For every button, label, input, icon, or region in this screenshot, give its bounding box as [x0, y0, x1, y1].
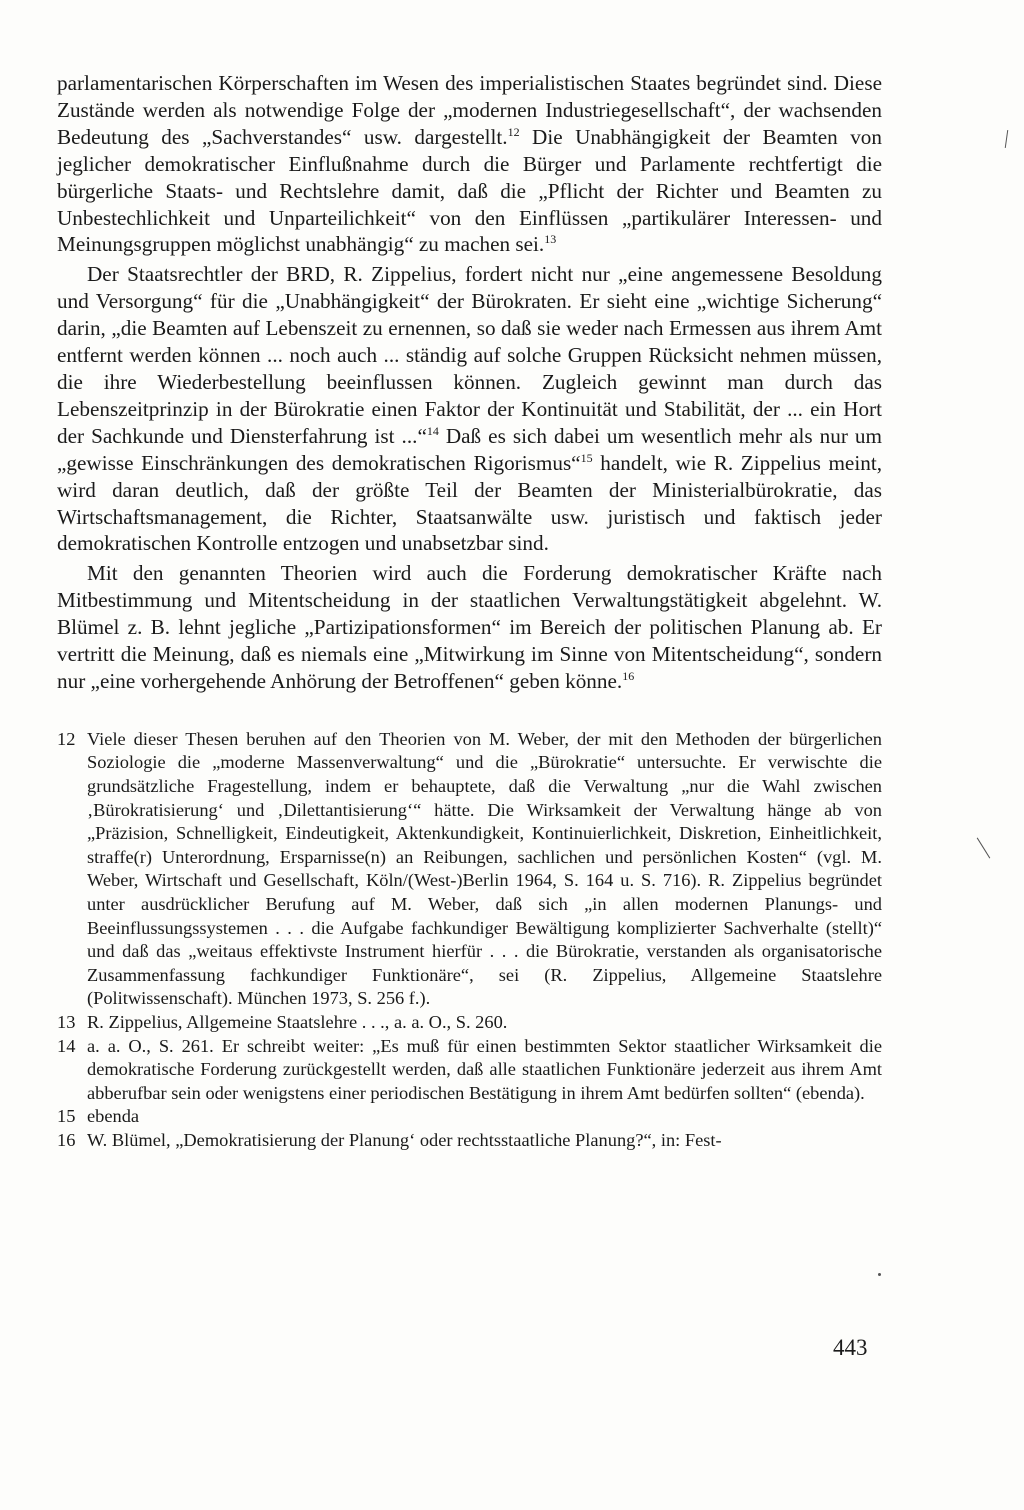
paragraph-1 — [57, 70, 882, 258]
footnote-text: W. Blümel, „Demokratisierung der Planung‘ oder rechtsstaatliche Planung?“, in: Fest- — [87, 1129, 722, 1150]
paragraph-2-text-b: Daß es sich dabei um wesentlich mehr als nur um „gewisse Einschränkungen des demokratischen Rigorismus“ — [57, 423, 882, 475]
paragraph-3-text: Mit den genannten Theorien wird auch die Forderung demokratischer Kräfte nach Mitbestimmung und Mitentscheidung in der staatlichen Verwaltungstätigkeit abgelehnt. W. Blümel z. B. lehnt jegliche „Partizipationsformen“ im Bereich der politischen Planung ab. Er vertritt die Meinung, daß es niemals eine „Mitwirkung im Sinne von Mitentscheidung“, sondern nur „eine vorhergehende Anhörung der Betroffenen“ geben könne. — [57, 561, 882, 693]
footnote-text: Viele dieser Thesen beruhen auf den Theorien von M. Weber, der mit den Methoden der bürgerlichen Soziologie die „moderne Massenverwaltung“ und die „Bürokratie“ untersuchte. Er verwischte die grundsätzliche Fragestellung, indem er behauptete, daß die Verwaltung „nur die Wahl zwischen ‚Bürokratisierung‘ und ‚Dilettantisierung‘“ hätte. Die Wirksamkeit der Verwaltung hänge ab von „Präzision, Schnelligkeit, Eindeutigkeit, Aktenkundigkeit, Kontinuierlichkeit, Diskretion, Einheitlichkeit, straffe(r) Unterordnung, Ersparnisse(n) an Reibungen, sachlichen und persönlichen Kosten“ (vgl. M. Weber, Wirtschaft und Gesellschaft, Köln/(West-)Berlin 1964, S. 164 u. S. 716). R. Zippelius begründet unter ausdrücklicher Berufung auf M. Weber, daß sich „in allen modernen Planungs- und Beeinflussungssystemen . . . die Aufgabe fachkundiger Bewältigung komplizierter Sachverhalte (stellt)“ und daß das „weitaus effektivste Instrument hierfür . . . die Bürokratie, verstanden als organisatorische Zusammenfassung fachkundiger Funktionäre“, sei (R. Zippelius, Allgemeine Staatslehre (Politwissenschaft). München 1973, S. 256 f.). — [87, 728, 882, 1009]
footnote-text: a. a. O., S. 261. Er schreibt weiter: „Es muß für einen bestimmten Sektor staatlicher Wirksamkeit die demokratische Forderung zurückgestellt werden, daß alle staatlichen Funktionäre jederzeit aus ihrem Amt abberufbar sein oder wenigstens einer periodischen Bestätigung in ihrem Amt bedürfen sollten“ (ebenda). — [87, 1035, 882, 1103]
footnote-ref-15: 15 — [580, 450, 593, 465]
paragraph-3 — [57, 560, 882, 695]
paragraph-1-text-b: Die Unabhängigkeit der Beamten von jeglicher demokratischer Einflußnahme durch die Bürger und Parlamente rechtfertigt die bürgerliche Staats- und Rechtslehre damit, daß die „Pflicht der Richter und Beamten zu Unbestechlichkeit und Unparteilichkeit“ von den Einflüssen „partikulärer Interessen- und Meinungsgruppen möglichst unabhängig“ zu machen sei. — [57, 124, 882, 257]
paragraph-2-text-c: handelt, wie R. Zippelius meint, wird daran deutlich, daß der größte Teil der Beamten der Ministerialbürokratie, das Wirtschaftsmanagement, die Richter, Staatsanwälte usw. juristisch und faktisch jeder demokratischen Kontrolle entzogen und unabsetzbar sind. — [57, 450, 882, 556]
footnote-ref-16: 16 — [622, 668, 635, 683]
footnote-text: ebenda — [87, 1106, 140, 1127]
paragraph-2-text-a: Der Staatsrechtler der BRD, R. Zippelius, fordert nicht nur „eine angemessene Besoldung und Versorgung“ für die „Unabhängigkeit“ der Bürokraten. Er sieht eine „wichtige Sicherung“ darin, „die Beamten auf Lebenszeit zu ernennen, so daß sie weder nach Ermessen aus ihrem Amt entfernt werden können ... noch auch ... ständig auf solche Gruppen Rücksicht nehmen müssen, die ihre Wiederbestellung beeinflussen können. Zugleich gewinnt man durch das Lebenszeitprinzip in der Bürokratie einen Faktor der Kontinuität und Stabilität, der ... ein Hort der Sachkunde und Diensterfahrung ist ...“ — [57, 262, 882, 448]
footnotes — [57, 728, 882, 1153]
footnote-item — [57, 1105, 882, 1129]
scan-mark — [977, 838, 991, 859]
footnote-number: 16 — [57, 1129, 76, 1150]
body-text — [57, 70, 882, 695]
paragraph-1-text-a: parlamentarischen Körperschaften im Wesen des imperialistischen Staates begründet sind. Diese Zustände werden als notwendige Folge der „modernen Industriegesellschaft“, der wachsenden Bedeutung des „Sachverstandes“ usw. dargestellt. — [57, 71, 882, 149]
footnote-number: 13 — [57, 1011, 76, 1032]
scan-mark — [878, 1273, 881, 1276]
footnote-item — [57, 728, 882, 1011]
footnote-number: 15 — [57, 1106, 76, 1127]
footnote-text: R. Zippelius, Allgemeine Staatslehre . . ., a. a. O., S. 260. — [87, 1011, 508, 1032]
footnote-ref-13: 13 — [544, 232, 557, 247]
paragraph-2 — [57, 261, 882, 557]
footnote-ref-14: 14 — [426, 423, 439, 438]
footnote-item — [57, 1035, 882, 1106]
footnote-number: 14 — [57, 1035, 76, 1056]
footnote-ref-12: 12 — [507, 124, 520, 139]
scan-mark — [1005, 130, 1008, 148]
page-number: 443 — [833, 1335, 868, 1360]
footnote-number: 12 — [57, 728, 76, 749]
footnote-item — [57, 1129, 882, 1153]
footnote-item — [57, 1011, 882, 1035]
page-content — [57, 70, 882, 1153]
